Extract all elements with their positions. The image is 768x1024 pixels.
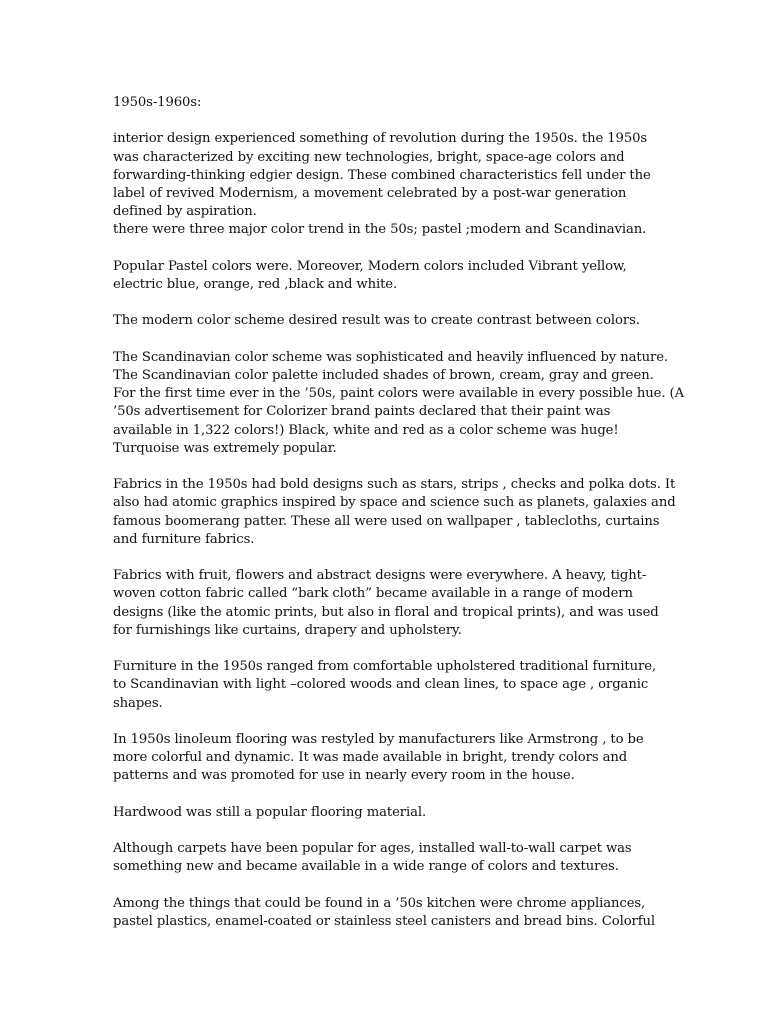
- text-line: ’50s advertisement for Colorizer brand paints declared that their paint was: [113, 404, 611, 420]
- text-line: interior design experienced something of revolution during the 1950s. the 1950s: [113, 131, 648, 147]
- text-line: patterns and was promoted for use in nearly every room in the house.: [113, 768, 575, 784]
- paragraph-fabrics-designs: [113, 476, 676, 549]
- text-line: Fabrics with fruit, flowers and abstract designs were everywhere. A heavy, tight-: [113, 568, 647, 584]
- text-line: more colorful and dynamic. It was made available in bright, trendy colors and: [113, 750, 628, 766]
- text-line: woven cotton fabric called “bark cloth” became available in a range of modern: [113, 586, 633, 602]
- text-line: electric blue, orange, red ,black and white.: [113, 277, 398, 292]
- text-line: available in 1,322 colors!) Black, white and red as a color scheme was huge!: [113, 422, 619, 438]
- text-line: label of revived Modernism, a movement celebrated by a post-war generation: [113, 186, 627, 201]
- text-line: something new and became available in a wide range of colors and textures.: [113, 859, 619, 875]
- text-line: Among the things that could be found in a ’50s kitchen were chrome appliances,: [113, 895, 646, 911]
- text-line: there were three major color trend in the 50s; pastel ;modern and Scandinavian.: [113, 222, 647, 238]
- paragraph-linoleum: [113, 731, 644, 786]
- text-line: Popular Pastel colors were. Moreover, Modern colors included Vibrant yellow,: [113, 258, 627, 274]
- text-line: designs (like the atomic prints, but also in floral and tropical prints), and was used: [113, 604, 659, 620]
- text-line: Turquoise was extremely popular.: [113, 440, 337, 456]
- text-line: forwarding-thinking edgier design. These combined characteristics fell under the: [113, 167, 651, 183]
- text-line: Although carpets have been popular for ages, installed wall-to-wall carpet was: [113, 841, 632, 857]
- text-line: For the first time ever in the ’50s, paint colors were available in every possible hue. (A: [113, 386, 685, 402]
- paragraph-modern-scheme: [113, 312, 641, 330]
- text-line: Hardwood was still a popular flooring material.: [113, 804, 427, 820]
- text-line: pastel plastics, enamel-coated or stainless steel canisters and bread bins. Colorful: [113, 913, 656, 929]
- text-line: was characterized by exciting new technologies, bright, space-age colors and: [113, 149, 625, 165]
- document-heading: 1950s-1960s:: [113, 95, 202, 110]
- text-line: and furniture fabrics.: [113, 531, 255, 547]
- document-body: [113, 94, 685, 931]
- text-line: to Scandinavian with light –colored woods and clean lines, to space age , organic: [113, 677, 649, 693]
- text-line: shapes.: [113, 695, 163, 711]
- paragraph-kitchen: [113, 895, 656, 931]
- paragraph-bark-cloth: [113, 567, 659, 640]
- paragraph-hardwood: [113, 804, 641, 822]
- text-line: Furniture in the 1950s ranged from comfortable upholstered traditional furniture,: [113, 659, 657, 675]
- text-line: defined by aspiration.: [113, 204, 257, 220]
- text-line: Fabrics in the 1950s had bold designs such as stars, strips , checks and polka dots. It: [113, 477, 676, 493]
- paragraph-carpets: [113, 840, 641, 876]
- paragraph-pastel-colors: [113, 258, 641, 294]
- text-line: The Scandinavian color palette included shades of brown, cream, gray and green.: [113, 367, 654, 383]
- paragraph-revolution: [113, 130, 651, 239]
- text-line: The modern color scheme desired result was to create contrast between colors.: [113, 313, 640, 329]
- text-line: also had atomic graphics inspired by space and science such as planets, galaxies and: [113, 495, 676, 511]
- paragraph-scandinavian: [113, 349, 685, 458]
- text-line: The Scandinavian color scheme was sophisticated and heavily influenced by nature.: [113, 349, 668, 365]
- text-line: for furnishings like curtains, drapery and upholstery.: [113, 622, 462, 638]
- text-line: famous boomerang patter. These all were used on wallpaper , tablecloths, curtains: [113, 513, 660, 529]
- paragraph-furniture: [113, 658, 657, 713]
- text-line: In 1950s linoleum flooring was restyled by manufacturers like Armstrong , to be: [113, 731, 644, 747]
